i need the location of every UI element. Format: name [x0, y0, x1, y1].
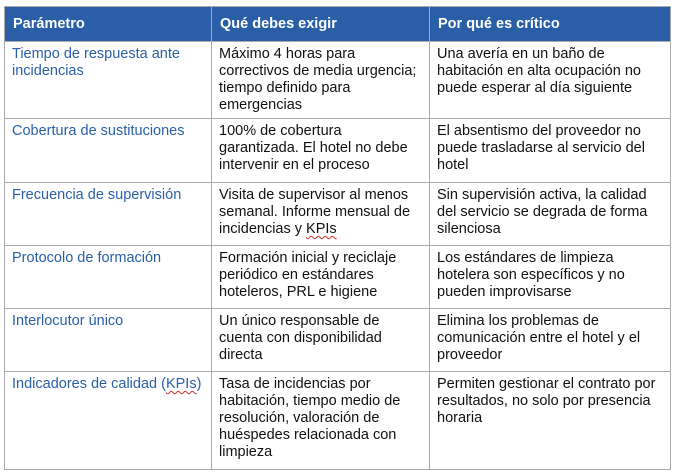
kpis-spellcheck-word: KPIs [165, 376, 197, 392]
demand-cell: Tasa de incidencias por habitación, tiempo medio de resolución, valoración de huéspedes relacionada con limpieza [212, 372, 430, 470]
table-header-row [5, 7, 671, 42]
reason-cell: Permiten gestionar el contrato por resultados, no solo por presencia horaria [430, 372, 671, 470]
param-cell: Protocolo de formación [5, 246, 212, 309]
header-por-que-es-critico: Por qué es crítico [430, 7, 671, 42]
table-row [5, 246, 671, 309]
demand-cell [212, 183, 430, 246]
param-cell [5, 372, 212, 470]
header-que-debes-exigir: Qué debes exigir [212, 7, 430, 42]
reason-cell: Los estándares de limpieza hotelera son específicos y no pueden improvisarse [430, 246, 671, 309]
kpis-spellcheck-word: KPIs [306, 221, 337, 237]
table-row [5, 119, 671, 183]
demand-cell: Un único responsable de cuenta con disponibilidad directa [212, 309, 430, 372]
reason-cell: El absentismo del proveedor no puede trasladarse al servicio del hotel [430, 119, 671, 183]
param-cell: Interlocutor único [5, 309, 212, 372]
table-row [5, 309, 671, 372]
parameters-table [4, 6, 671, 470]
table-row [5, 183, 671, 246]
param-cell: Cobertura de sustituciones [5, 119, 212, 183]
demand-text: Visita de supervisor al menos semanal. Informe mensual de incidencias y [219, 187, 411, 237]
demand-cell: 100% de cobertura garantizada. El hotel no debe intervenir en el proceso [212, 119, 430, 183]
reason-cell: Una avería en un baño de habitación en alta ocupación no puede esperar al día siguiente [430, 42, 671, 119]
table-row [5, 42, 671, 119]
param-text-close: ) [196, 376, 202, 392]
reason-cell: Elimina los problemas de comunicación entre el hotel y el proveedor [430, 309, 671, 372]
param-cell: Tiempo de respuesta ante incidencias [5, 42, 212, 119]
demand-cell: Máximo 4 horas para correctivos de media urgencia; tiempo definido para emergencias [212, 42, 430, 119]
table-row [5, 372, 671, 470]
param-text: Indicadores de calidad ( [12, 376, 166, 392]
demand-cell: Formación inicial y reciclaje periódico en estándares hoteleros, PRL e higiene [212, 246, 430, 309]
reason-cell: Sin supervisión activa, la calidad del servicio se degrada de forma silenciosa [430, 183, 671, 246]
header-parametro: Parámetro [5, 7, 212, 42]
param-cell: Frecuencia de supervisión [5, 183, 212, 246]
